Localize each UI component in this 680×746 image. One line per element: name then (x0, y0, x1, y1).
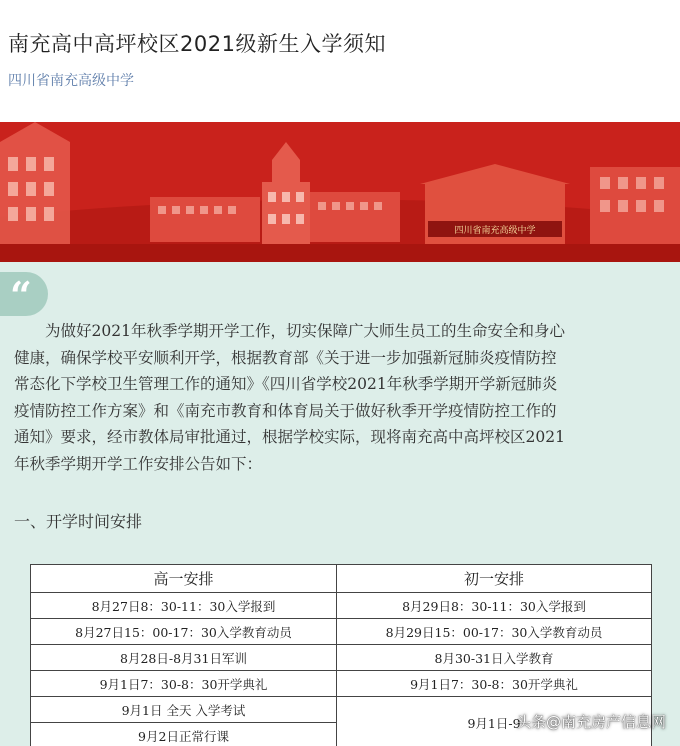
article-title: 南充高中高坪校区2021级新生入学须知 (8, 32, 386, 56)
left-row: 9月1日7：30-8：30开学典礼 (31, 671, 337, 697)
quote-badge (0, 272, 48, 316)
right-row: 9月1日7：30-8：30开学典礼 (337, 671, 652, 697)
left-header: 高一安排 (31, 565, 337, 593)
paragraph-line: 疫情防控工作方案》和《南充市教育和体育局关于做好秋季开学疫情防控工作的 (14, 401, 557, 420)
paragraph-line: 健康，确保学校平安顺利开学，根据教育部《关于进一步加强新冠肺炎疫情防控 (14, 348, 557, 367)
intro-paragraph (14, 318, 668, 477)
paragraph-line: 通知》要求，经市教体局审批通过，根据学校实际，现将南充高中高坪校区2021 (14, 428, 565, 446)
banner-sign: 四川省南充高级中学 (454, 226, 536, 236)
paragraph-line: 年秋季学期开学工作安排公告如下： (14, 454, 263, 473)
campus-illustration (0, 122, 680, 262)
left-row: 8月27日15：00-17：30入学教育动员 (31, 619, 337, 645)
left-row: 8月27日8：30-11：30入学报到 (31, 593, 337, 619)
right-row: 8月29日8：30-11：30入学报到 (337, 593, 652, 619)
left-row: 8月28日-8月31日军训 (31, 645, 337, 671)
paragraph-line: 为做好2021年秋季学期开学工作，切实保障广大师生员工的生命安全和身心 (45, 322, 565, 340)
right-header: 初一安排 (337, 565, 652, 593)
section-heading: 一、开学时间安排 (14, 512, 143, 531)
right-row: 8月30-31日入学教育 (337, 645, 652, 671)
right-row: 8月29日15：00-17：30入学教育动员 (337, 619, 652, 645)
article-source[interactable]: 四川省南充高级中学 (8, 73, 134, 89)
watermark-label: 头条@南充房产信息网 (515, 713, 666, 731)
header-banner (0, 122, 680, 262)
right-row: 9月1日-9 (337, 697, 652, 746)
left-row: 9月1日 全天 入学考试 (31, 697, 337, 723)
paragraph-line: 常态化下学校卫生管理工作的通知》《四川省学校2021年秋季学期开学新冠肺炎 (14, 375, 558, 393)
quote-icon: “ (10, 273, 32, 318)
left-row: 9月2日正常行课 (31, 723, 337, 746)
